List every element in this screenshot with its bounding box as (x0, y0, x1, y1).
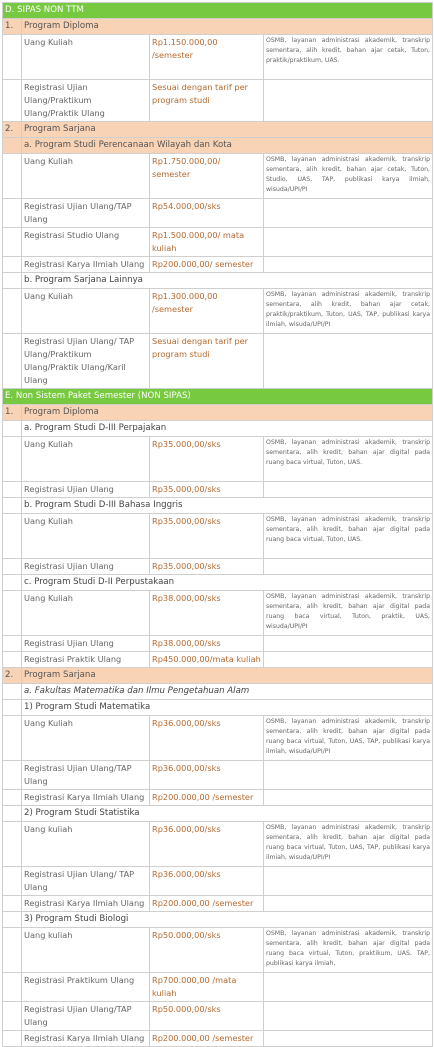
subgroup-header-row (3, 575, 433, 591)
fee-note: OSMB, layanan administrasi akademik, transkrip sementara, alih kredit, bahan ajar digital pada ruang baca virtual, Tuton, praktik, UAS, wisuda/UPI/PI (264, 591, 433, 636)
fee-row (3, 257, 433, 273)
faculty-row (3, 684, 433, 700)
subgroup-title: a. Program Studi D-III Perpajakan (22, 421, 433, 437)
indent-cell (3, 228, 22, 257)
group-number: 2. (3, 122, 22, 138)
indent-cell (3, 928, 22, 973)
fee-note (264, 761, 433, 790)
fee-note (264, 80, 433, 122)
subgroup-title: b. Program Studi D-III Bahasa Inggris (22, 498, 433, 514)
indent-cell (3, 154, 22, 199)
fee-note (264, 973, 433, 1002)
fee-item: Uang kuliah (22, 822, 150, 867)
indent-cell (3, 700, 22, 716)
fee-item: Registrasi Ujian Ulang (22, 482, 150, 498)
indent-cell (3, 138, 22, 154)
fee-item: Registrasi Karya Ilmiah Ulang (22, 1031, 150, 1047)
indent-cell (3, 482, 22, 498)
indent-cell (3, 257, 22, 273)
fee-row (3, 867, 433, 896)
fee-item: Uang Kuliah (22, 289, 150, 334)
indent-cell (3, 80, 22, 122)
fee-item: Uang Kuliah (22, 591, 150, 636)
group-header-row (3, 668, 433, 684)
fee-price: Rp38.000,00/sks (150, 591, 264, 636)
fee-item: Registrasi Ujian Ulang/TAP Ulang (22, 1002, 150, 1031)
fee-item: Uang Kuliah (22, 437, 150, 482)
subgroup-title: a. Program Studi Perencanaan Wilayah dan Kota (22, 138, 433, 154)
fee-price: Rp54.000,00/sks (150, 199, 264, 228)
indent-cell (3, 636, 22, 652)
fee-row (3, 514, 433, 559)
fee-note (264, 652, 433, 668)
fee-price: Rp200.000,00/ semester (150, 257, 264, 273)
group-header-row (3, 122, 433, 138)
fee-note: OSMB, layanan administrasi akademik, transkrip sementara, alih kredit, bahan ajar cetak, praktik/praktikum, Tuton, UAS, TAP, publikasi karya ilmiah, wisuda/UPI/PI (264, 289, 433, 334)
fee-item: Registrasi Ujian Ulang/TAP Ulang (22, 199, 150, 228)
fee-item: Registrasi Ujian Ulang (22, 636, 150, 652)
indent-cell (3, 1002, 22, 1031)
fee-price: Sesuai dengan tarif per program studi (150, 334, 264, 389)
fee-note (264, 559, 433, 575)
fee-row (3, 928, 433, 973)
fee-price: Rp1.300.000,00 /semester (150, 289, 264, 334)
indent-cell (3, 575, 22, 591)
fee-note (264, 790, 433, 806)
fee-row (3, 154, 433, 199)
fee-note: OSMB, layanan administrasi akademik, transkrip sementara, alih kredit, bahan ajar digital pada ruang baca virtual, Tuton, UAS, TAP, publikasi karya ilmiah, wisuda/UPI/PI (264, 716, 433, 761)
fee-row (3, 1031, 433, 1047)
section-header-row (3, 389, 433, 405)
subgroup-header-row (3, 806, 433, 822)
fee-item: Uang kuliah (22, 928, 150, 973)
section-header-row (3, 3, 433, 19)
fee-row (3, 559, 433, 575)
fee-row (3, 761, 433, 790)
fee-price: Rp36.000,00/sks (150, 716, 264, 761)
fee-note: OSMB, layanan administrasi akademik, transkrip sementara, alih kredit, bahan ajar cetak, Tuton, Studio, UAS, TAP, publikasi karya ilmiah, wisuda/UPI/PI (264, 154, 433, 199)
indent-cell (3, 514, 22, 559)
indent-cell (3, 334, 22, 389)
fee-price: Rp1.150.000,00 /semester (150, 35, 264, 80)
group-number: 1. (3, 405, 22, 421)
group-title: Program Diploma (22, 405, 433, 421)
fee-row (3, 1002, 433, 1031)
fee-item: Registrasi Ujian Ulang/ TAP Ulang/Praktikum Ulang/Praktik Ulang/Karil Ulang (22, 334, 150, 389)
fee-item: Registrasi Ujian Ulang (22, 559, 150, 575)
fee-price: Rp35.000,00/sks (150, 559, 264, 575)
fee-note: OSMB, layanan administrasi akademik, transkrip sementara, alih kredit, bahan ajar digital pada ruang baca virtual, Tuton, praktikum, UAS, TAP, publikasi karya ilmiah, (264, 928, 433, 973)
subgroup-title: 2) Program Studi Statistika (22, 806, 433, 822)
group-title: Program Sarjana (22, 122, 433, 138)
fee-price: Rp35.000,00/sks (150, 482, 264, 498)
fee-item: Registrasi Studio Ulang (22, 228, 150, 257)
subgroup-header-row (3, 138, 433, 154)
fee-price: Rp36.000,00/sks (150, 822, 264, 867)
faculty-title: a. Fakultas Matematika dan Ilmu Pengetahuan Alam (22, 684, 433, 700)
fee-price: Rp35.000,00/sks (150, 514, 264, 559)
fee-item: Uang Kuliah (22, 154, 150, 199)
indent-cell (3, 896, 22, 912)
indent-cell (3, 591, 22, 636)
subgroup-header-row (3, 421, 433, 437)
subgroup-title: 1) Program Studi Matematika (22, 700, 433, 716)
indent-cell (3, 559, 22, 575)
fee-price: Rp200.000,00 /semester (150, 896, 264, 912)
indent-cell (3, 716, 22, 761)
section-title: E. Non Sistem Paket Semester (NON SIPAS) (3, 389, 433, 405)
fee-price: Rp35.000,00/sks (150, 437, 264, 482)
fee-row (3, 896, 433, 912)
fee-note (264, 867, 433, 896)
indent-cell (3, 761, 22, 790)
group-header-row (3, 19, 433, 35)
indent-cell (3, 421, 22, 437)
group-number: 2. (3, 668, 22, 684)
fee-table (2, 2, 433, 1047)
subgroup-header-row (3, 700, 433, 716)
fee-price: Rp1.750.000,00/ semester (150, 154, 264, 199)
fee-price: Rp200.000,00 /semester (150, 1031, 264, 1047)
section-title: D. SIPAS NON TTM (3, 3, 433, 19)
indent-cell (3, 199, 22, 228)
fee-note (264, 228, 433, 257)
fee-note (264, 482, 433, 498)
fee-row (3, 35, 433, 80)
fee-note (264, 334, 433, 389)
fee-price: Rp200.000,00 /semester (150, 790, 264, 806)
fee-note (264, 1031, 433, 1047)
fee-item: Registrasi Praktik Ulang (22, 652, 150, 668)
subgroup-header-row (3, 273, 433, 289)
group-number: 1. (3, 19, 22, 35)
fee-row (3, 437, 433, 482)
fee-item: Registrasi Karya Ilmiah Ulang (22, 790, 150, 806)
fee-note: OSMB, layanan administrasi akademik, transkrip sementara, alih kredit, bahan ajar digital pada ruang baca virtual, Tuton, UAS. (264, 437, 433, 482)
fee-note: OSMB, layanan administrasi akademik, transkrip sementara, alih kredit, bahan ajar digital pada ruang baca virtual, Tuton, UAS. (264, 514, 433, 559)
fee-price: Rp38.000,00/sks (150, 636, 264, 652)
indent-cell (3, 973, 22, 1002)
fee-note (264, 1002, 433, 1031)
fee-price: Rp50.000,00/sks (150, 1002, 264, 1031)
fee-item: Uang Kuliah (22, 35, 150, 80)
fee-row (3, 822, 433, 867)
fee-price: Rp36.000,00/sks (150, 867, 264, 896)
fee-item: Registrasi Karya Ilmiah Ulang (22, 896, 150, 912)
indent-cell (3, 289, 22, 334)
fee-row (3, 591, 433, 636)
indent-cell (3, 806, 22, 822)
fee-row (3, 636, 433, 652)
indent-cell (3, 652, 22, 668)
indent-cell (3, 35, 22, 80)
fee-note: OSMB, layanan administrasi akademik, transkrip sementara, alih kredit, bahan ajar cetak, Tuton, praktik/praktikum, UAS. (264, 35, 433, 80)
indent-cell (3, 822, 22, 867)
subgroup-title: 3) Program Studi Biologi (22, 912, 433, 928)
group-title: Program Diploma (22, 19, 433, 35)
subgroup-title: b. Program Sarjana Lainnya (22, 273, 433, 289)
fee-row (3, 228, 433, 257)
subgroup-header-row (3, 498, 433, 514)
fee-row (3, 790, 433, 806)
indent-cell (3, 867, 22, 896)
group-header-row (3, 405, 433, 421)
indent-cell (3, 790, 22, 806)
indent-cell (3, 684, 22, 700)
indent-cell (3, 1031, 22, 1047)
indent-cell (3, 437, 22, 482)
subgroup-header-row (3, 912, 433, 928)
fee-price: Rp36.000,00/sks (150, 761, 264, 790)
fee-item: Uang Kuliah (22, 716, 150, 761)
fee-price: Rp700.000,00 /mata kuliah (150, 973, 264, 1002)
fee-row (3, 199, 433, 228)
fee-row (3, 482, 433, 498)
fee-note (264, 257, 433, 273)
fee-item: Uang Kuliah (22, 514, 150, 559)
fee-note (264, 199, 433, 228)
fee-price: Sesuai dengan tarif per program studi (150, 80, 264, 122)
fee-note: OSMB, layanan administrasi akademik, transkrip sementara, alih kredit, bahan ajar digital pada ruang baca virtual, Tuton, UAS, TAP, publikasi karya ilmiah, wisuda/UPI/PI (264, 822, 433, 867)
group-title: Program Sarjana (22, 668, 433, 684)
fee-row (3, 289, 433, 334)
indent-cell (3, 498, 22, 514)
fee-item: Registrasi Praktikum Ulang (22, 973, 150, 1002)
fee-item: Registrasi Karya Ilmiah Ulang (22, 257, 150, 273)
fee-row (3, 80, 433, 122)
fee-item: Registrasi Ujian Ulang/Praktikum Ulang/Praktik Ulang (22, 80, 150, 122)
fee-item: Registrasi Ujian Ulang/TAP Ulang (22, 761, 150, 790)
fee-price: Rp450.000,00/mata kuliah (150, 652, 264, 668)
fee-item: Registrasi Ujian Ulang/ TAP Ulang (22, 867, 150, 896)
fee-row (3, 652, 433, 668)
fee-note (264, 636, 433, 652)
fee-note (264, 896, 433, 912)
subgroup-title: c. Program Studi D-II Perpustakaan (22, 575, 433, 591)
fee-row (3, 716, 433, 761)
fee-row (3, 334, 433, 389)
indent-cell (3, 912, 22, 928)
indent-cell (3, 273, 22, 289)
fee-price: Rp50.000,00/sks (150, 928, 264, 973)
fee-price: Rp1.500.000,00/ mata kuliah (150, 228, 264, 257)
fee-row (3, 973, 433, 1002)
